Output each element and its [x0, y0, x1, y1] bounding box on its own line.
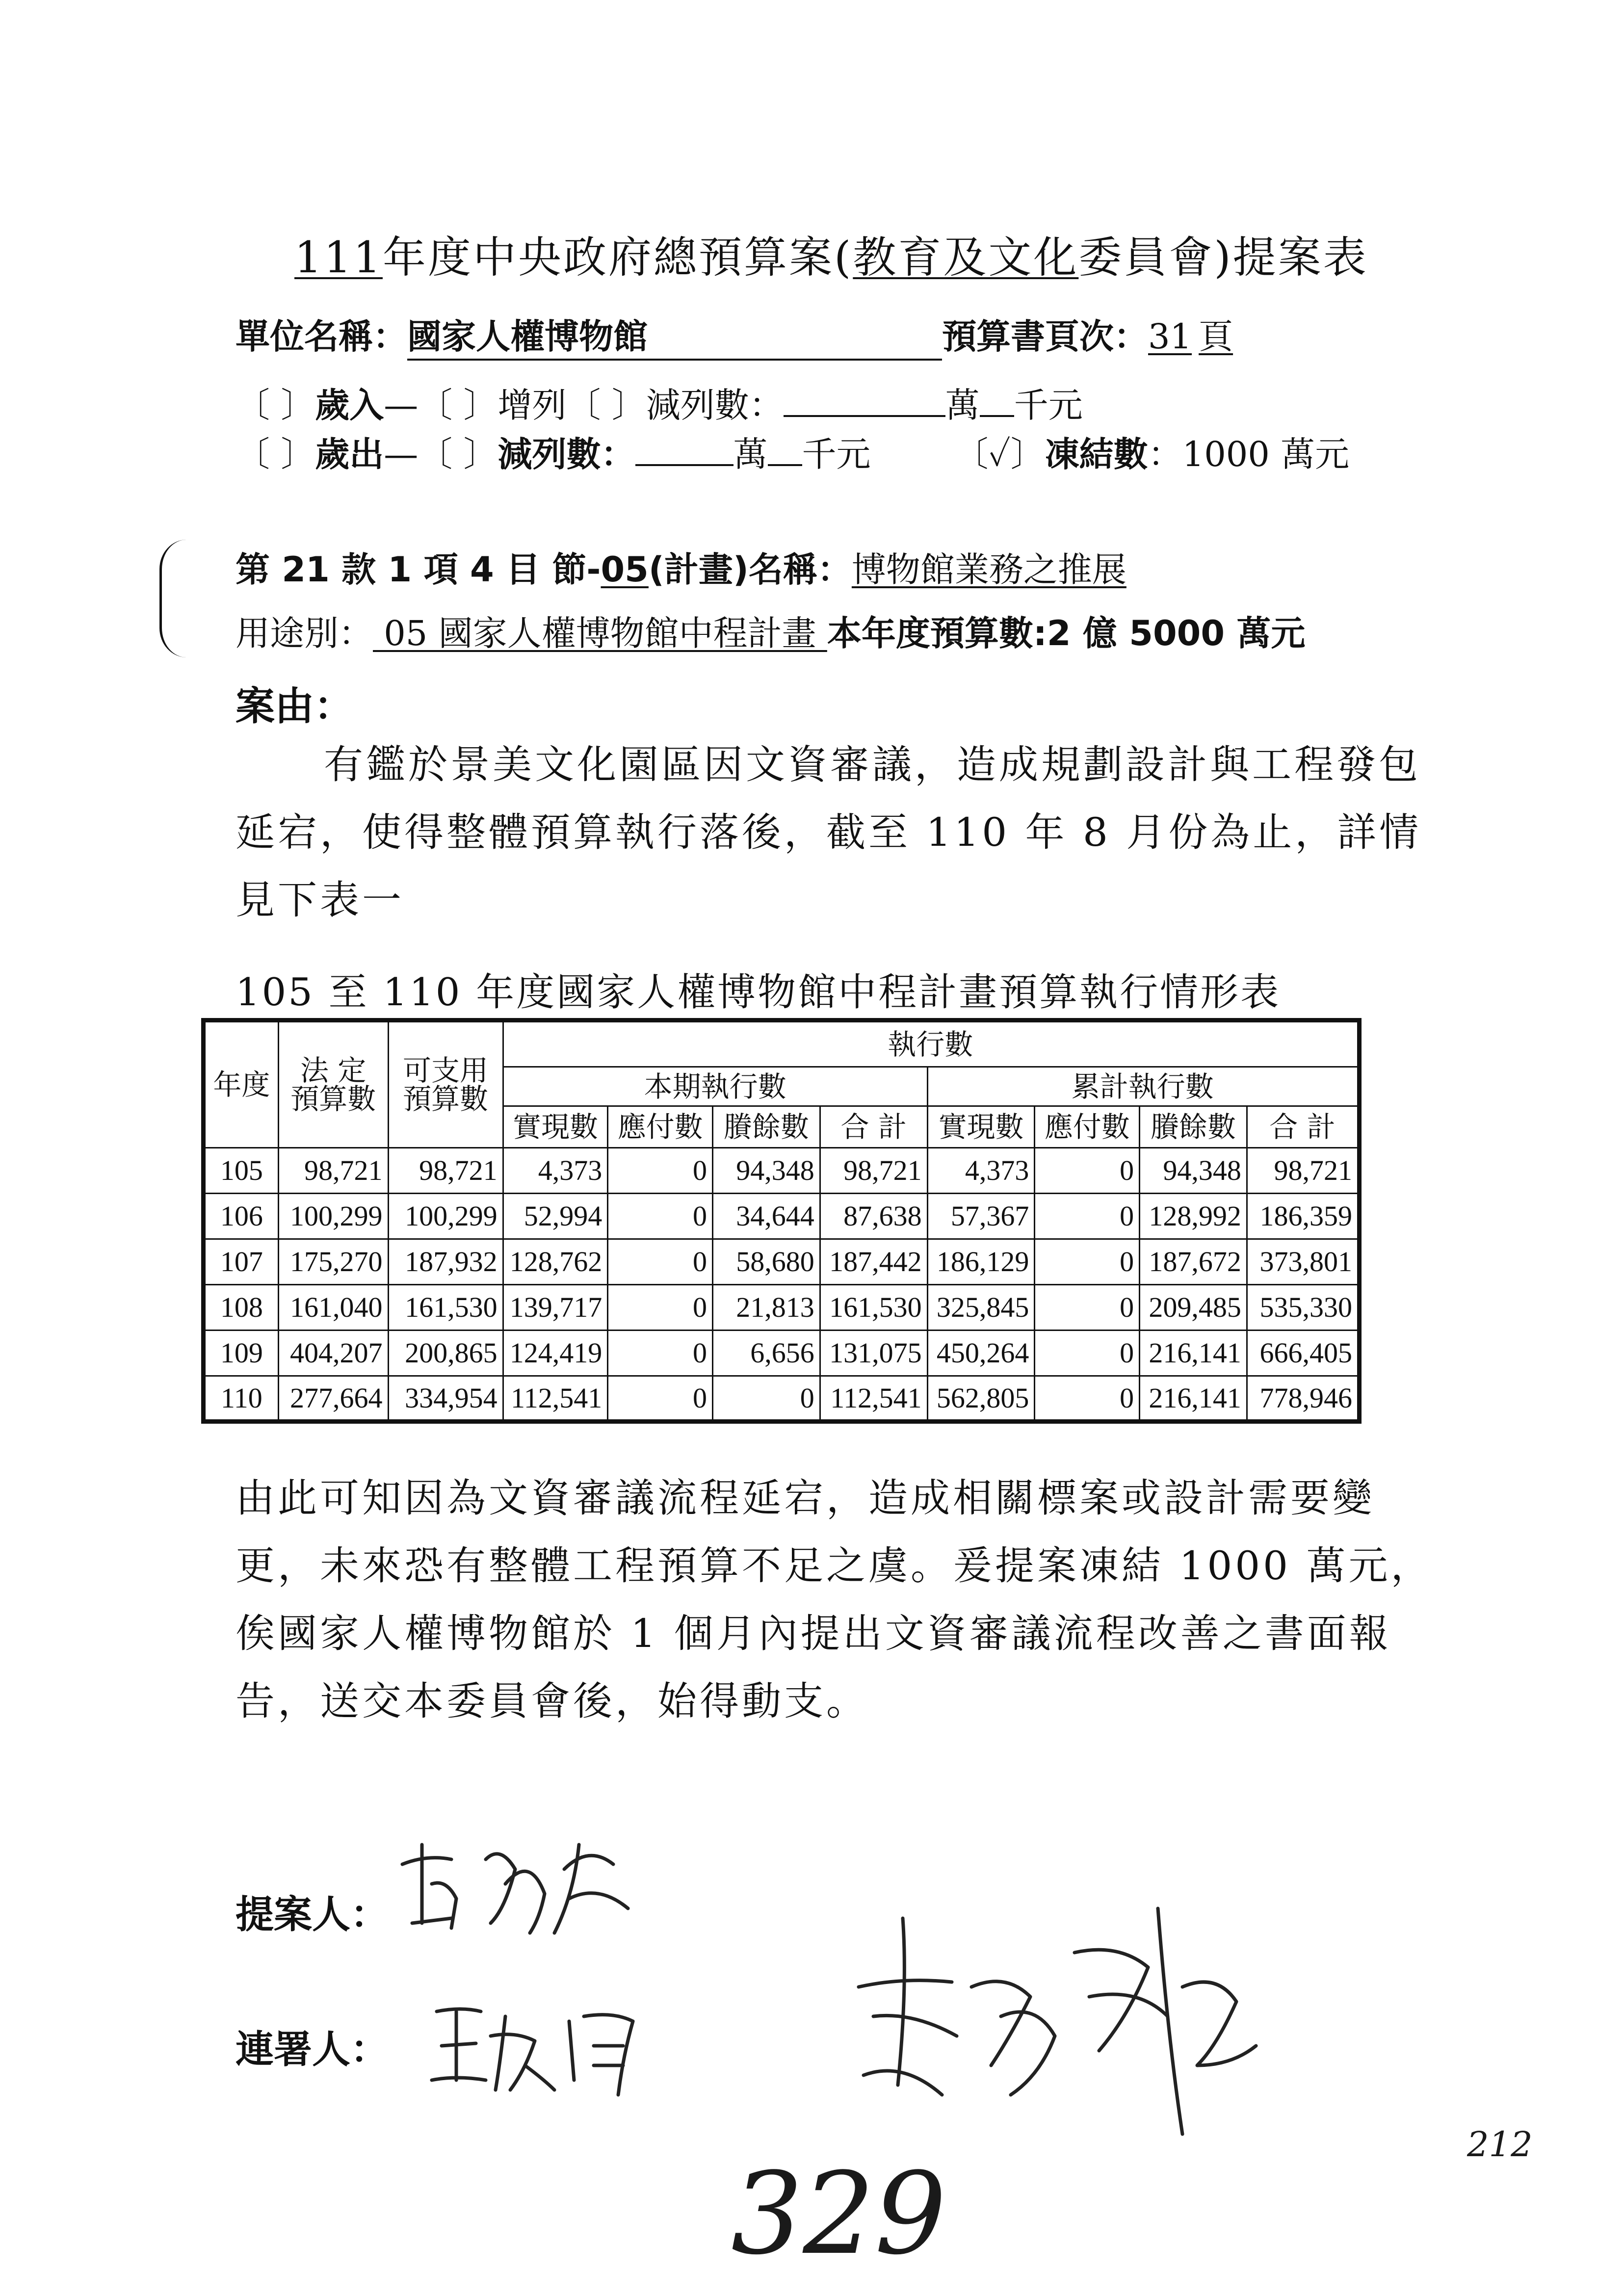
decrease-blank — [784, 381, 945, 417]
year-cell: 105 — [204, 1148, 279, 1194]
year-cell: 110 — [204, 1376, 279, 1422]
value-cell: 325,845 — [927, 1285, 1035, 1331]
value-cell: 98,721 — [278, 1148, 388, 1194]
value-cell: 34,644 — [713, 1194, 820, 1239]
plan-name: 博物館業務之推展 — [851, 549, 1126, 590]
reason-heading: 案由： — [236, 683, 353, 729]
freeze-label: 凍結數 — [1045, 434, 1148, 474]
cosigner-signature-1 — [427, 1992, 657, 2110]
value-cell: 175,270 — [278, 1239, 388, 1285]
value-cell: 535,330 — [1247, 1285, 1359, 1331]
value-cell: 186,129 — [927, 1239, 1035, 1285]
value-cell: 0 — [608, 1148, 713, 1194]
value-cell: 124,419 — [503, 1331, 608, 1376]
expense-label: 歲出 — [315, 434, 384, 474]
reason-paragraph: 有鑑於景美文化園區因文資審議，造成規劃設計與工程發包延宕，使得整體預算執行落後，截至 110 年 8 月份為止，詳情見下表一 — [236, 742, 1422, 923]
value-cell: 373,801 — [1247, 1239, 1359, 1285]
value-cell: 666,405 — [1247, 1331, 1359, 1376]
conclusion-paragraph: 由此可知因為文資審議流程延宕，造成相關標案或設計需要變更，未來恐有整體工程預算不足之虞。爰提案凍結 1000 萬元，俟國家人權博物館於 1 個月內提出文資審議流程改善之書面報告，送交本委員會後，始得動支。 — [236, 1475, 1433, 1724]
section-line: 第 21 款 1 項 4 目 節-05(計畫)名稱：博物館業務之推展 — [236, 549, 1126, 590]
value-cell: 161,530 — [820, 1285, 927, 1331]
value-cell: 98,721 — [820, 1148, 927, 1194]
value-cell: 58,680 — [713, 1239, 820, 1285]
year-cell: 106 — [204, 1194, 279, 1239]
current-group-header: 本期執行數 — [503, 1067, 927, 1106]
value-cell: 98,721 — [1247, 1148, 1359, 1194]
value-cell: 87,638 — [820, 1194, 927, 1239]
value-cell: 0 — [608, 1194, 713, 1239]
revenue-line: 〔 〕歲入—〔 〕增列〔 〕減列數： 萬 千元 — [236, 378, 1083, 427]
budget-execution-table — [201, 1018, 1362, 1424]
value-cell: 216,141 — [1140, 1376, 1247, 1422]
cosigner-label: 連署人： — [236, 2028, 389, 2072]
value-cell: 128,762 — [503, 1239, 608, 1285]
freeze-checkbox: 〔✓〕 — [954, 434, 1045, 474]
table-row — [204, 1331, 1360, 1376]
value-cell: 562,805 — [927, 1376, 1035, 1422]
value-cell: 112,541 — [820, 1376, 927, 1422]
table-title: 105 至 110 年度國家人權博物館中程計畫預算執行情形表 — [236, 970, 1281, 1015]
sub-header-cell: 合 計 — [820, 1106, 927, 1148]
value-cell: 187,932 — [388, 1239, 503, 1285]
table-row — [204, 1194, 1360, 1239]
sub-header-cell: 實現數 — [503, 1106, 608, 1148]
table-row — [204, 1239, 1360, 1285]
value-cell: 216,141 — [1140, 1331, 1247, 1376]
revenue-label: 歲入 — [315, 385, 384, 425]
expense-line: 〔 〕歲出—〔 〕減列數： 萬 千元 〔✓〕凍結數：1000 萬元 — [236, 427, 1349, 476]
usage-value: 05 國家人權博物館中程計畫 — [373, 613, 827, 653]
sub-header-cell: 應付數 — [608, 1106, 713, 1148]
value-cell: 187,672 — [1140, 1239, 1247, 1285]
sub-header-cell: 合 計 — [1247, 1106, 1359, 1148]
value-cell: 0 — [608, 1285, 713, 1331]
value-cell: 94,348 — [1140, 1148, 1247, 1194]
unit-label: 單位名稱： — [236, 316, 407, 357]
sub-header-cell: 實現數 — [927, 1106, 1035, 1148]
value-cell: 4,373 — [503, 1148, 608, 1194]
usage-label: 用途別： — [236, 613, 373, 653]
value-cell: 6,656 — [713, 1331, 820, 1376]
handwritten-page-number: 329 — [731, 2149, 946, 2280]
value-cell: 186,359 — [1247, 1194, 1359, 1239]
proposer-label: 提案人： — [236, 1893, 389, 1937]
value-cell: 94,348 — [713, 1148, 820, 1194]
page-label: 預算書頁次： — [942, 316, 1148, 357]
year-cell: 109 — [204, 1331, 279, 1376]
page-unit: 頁 — [1199, 316, 1233, 357]
value-cell: 0 — [1035, 1285, 1140, 1331]
value-cell: 200,865 — [388, 1331, 503, 1376]
value-cell: 161,040 — [278, 1285, 388, 1331]
annual-budget: 本年度預算數:2 億 5000 萬元 — [827, 613, 1306, 653]
decrease-label: 減列數： — [646, 385, 784, 425]
table-row — [204, 1285, 1360, 1331]
table-row — [204, 1148, 1360, 1194]
table-row — [204, 1376, 1360, 1422]
value-cell: 404,207 — [278, 1331, 388, 1376]
exec-group-header: 執行數 — [503, 1020, 1359, 1067]
value-cell: 0 — [1035, 1331, 1140, 1376]
value-cell: 0 — [1035, 1194, 1140, 1239]
year-cell: 107 — [204, 1239, 279, 1285]
usage-line — [236, 606, 1305, 655]
value-cell: 112,541 — [503, 1376, 608, 1422]
value-cell: 98,721 — [388, 1148, 503, 1194]
left-bracket-mark — [159, 540, 191, 657]
value-cell: 0 — [608, 1376, 713, 1422]
value-cell: 0 — [1035, 1148, 1140, 1194]
value-cell: 100,299 — [388, 1194, 503, 1239]
value-cell: 0 — [1035, 1239, 1140, 1285]
value-cell: 161,530 — [388, 1285, 503, 1331]
page-value: 31 — [1148, 316, 1192, 357]
value-cell: 139,717 — [503, 1285, 608, 1331]
expense-decrease-label: 減列數： — [498, 434, 635, 474]
sub-header-cell: 賸餘數 — [1140, 1106, 1247, 1148]
document-title: 111年度中央政府總預算案(教育及文化委員會)提案表 — [294, 232, 1368, 283]
value-cell: 4,373 — [927, 1148, 1035, 1194]
freeze-value: ：1000 萬元 — [1148, 434, 1350, 474]
value-cell: 0 — [713, 1376, 820, 1422]
sub-header-cell: 賸餘數 — [713, 1106, 820, 1148]
plan-code: 05 — [601, 549, 649, 590]
sub-header-cell: 應付數 — [1035, 1106, 1140, 1148]
value-cell: 21,813 — [713, 1285, 820, 1331]
col-avail-header: 可支用 預算數 — [388, 1020, 503, 1148]
value-cell: 52,994 — [503, 1194, 608, 1239]
value-cell: 131,075 — [820, 1331, 927, 1376]
col-year-header: 年度 — [204, 1020, 279, 1148]
col-legal-header: 法 定 預算數 — [278, 1020, 388, 1148]
value-cell: 0 — [608, 1331, 713, 1376]
value-cell: 0 — [608, 1239, 713, 1285]
value-cell: 187,442 — [820, 1239, 927, 1285]
unit-line — [236, 309, 1233, 361]
corner-page-mark: 212 — [1467, 2124, 1533, 2165]
unit-value: 國家人權博物館 — [407, 309, 942, 361]
value-cell: 277,664 — [278, 1376, 388, 1422]
value-cell: 100,299 — [278, 1194, 388, 1239]
value-cell: 57,367 — [927, 1194, 1035, 1239]
value-cell: 0 — [1035, 1376, 1140, 1422]
value-cell: 128,992 — [1140, 1194, 1247, 1239]
proposer-signature — [393, 1825, 648, 1953]
value-cell: 778,946 — [1247, 1376, 1359, 1422]
value-cell: 209,485 — [1140, 1285, 1247, 1331]
increase-label: 增列 — [498, 385, 567, 425]
year-cell: 108 — [204, 1285, 279, 1331]
value-cell: 450,264 — [927, 1331, 1035, 1376]
cumulative-group-header: 累計執行數 — [927, 1067, 1359, 1106]
value-cell: 334,954 — [388, 1376, 503, 1422]
